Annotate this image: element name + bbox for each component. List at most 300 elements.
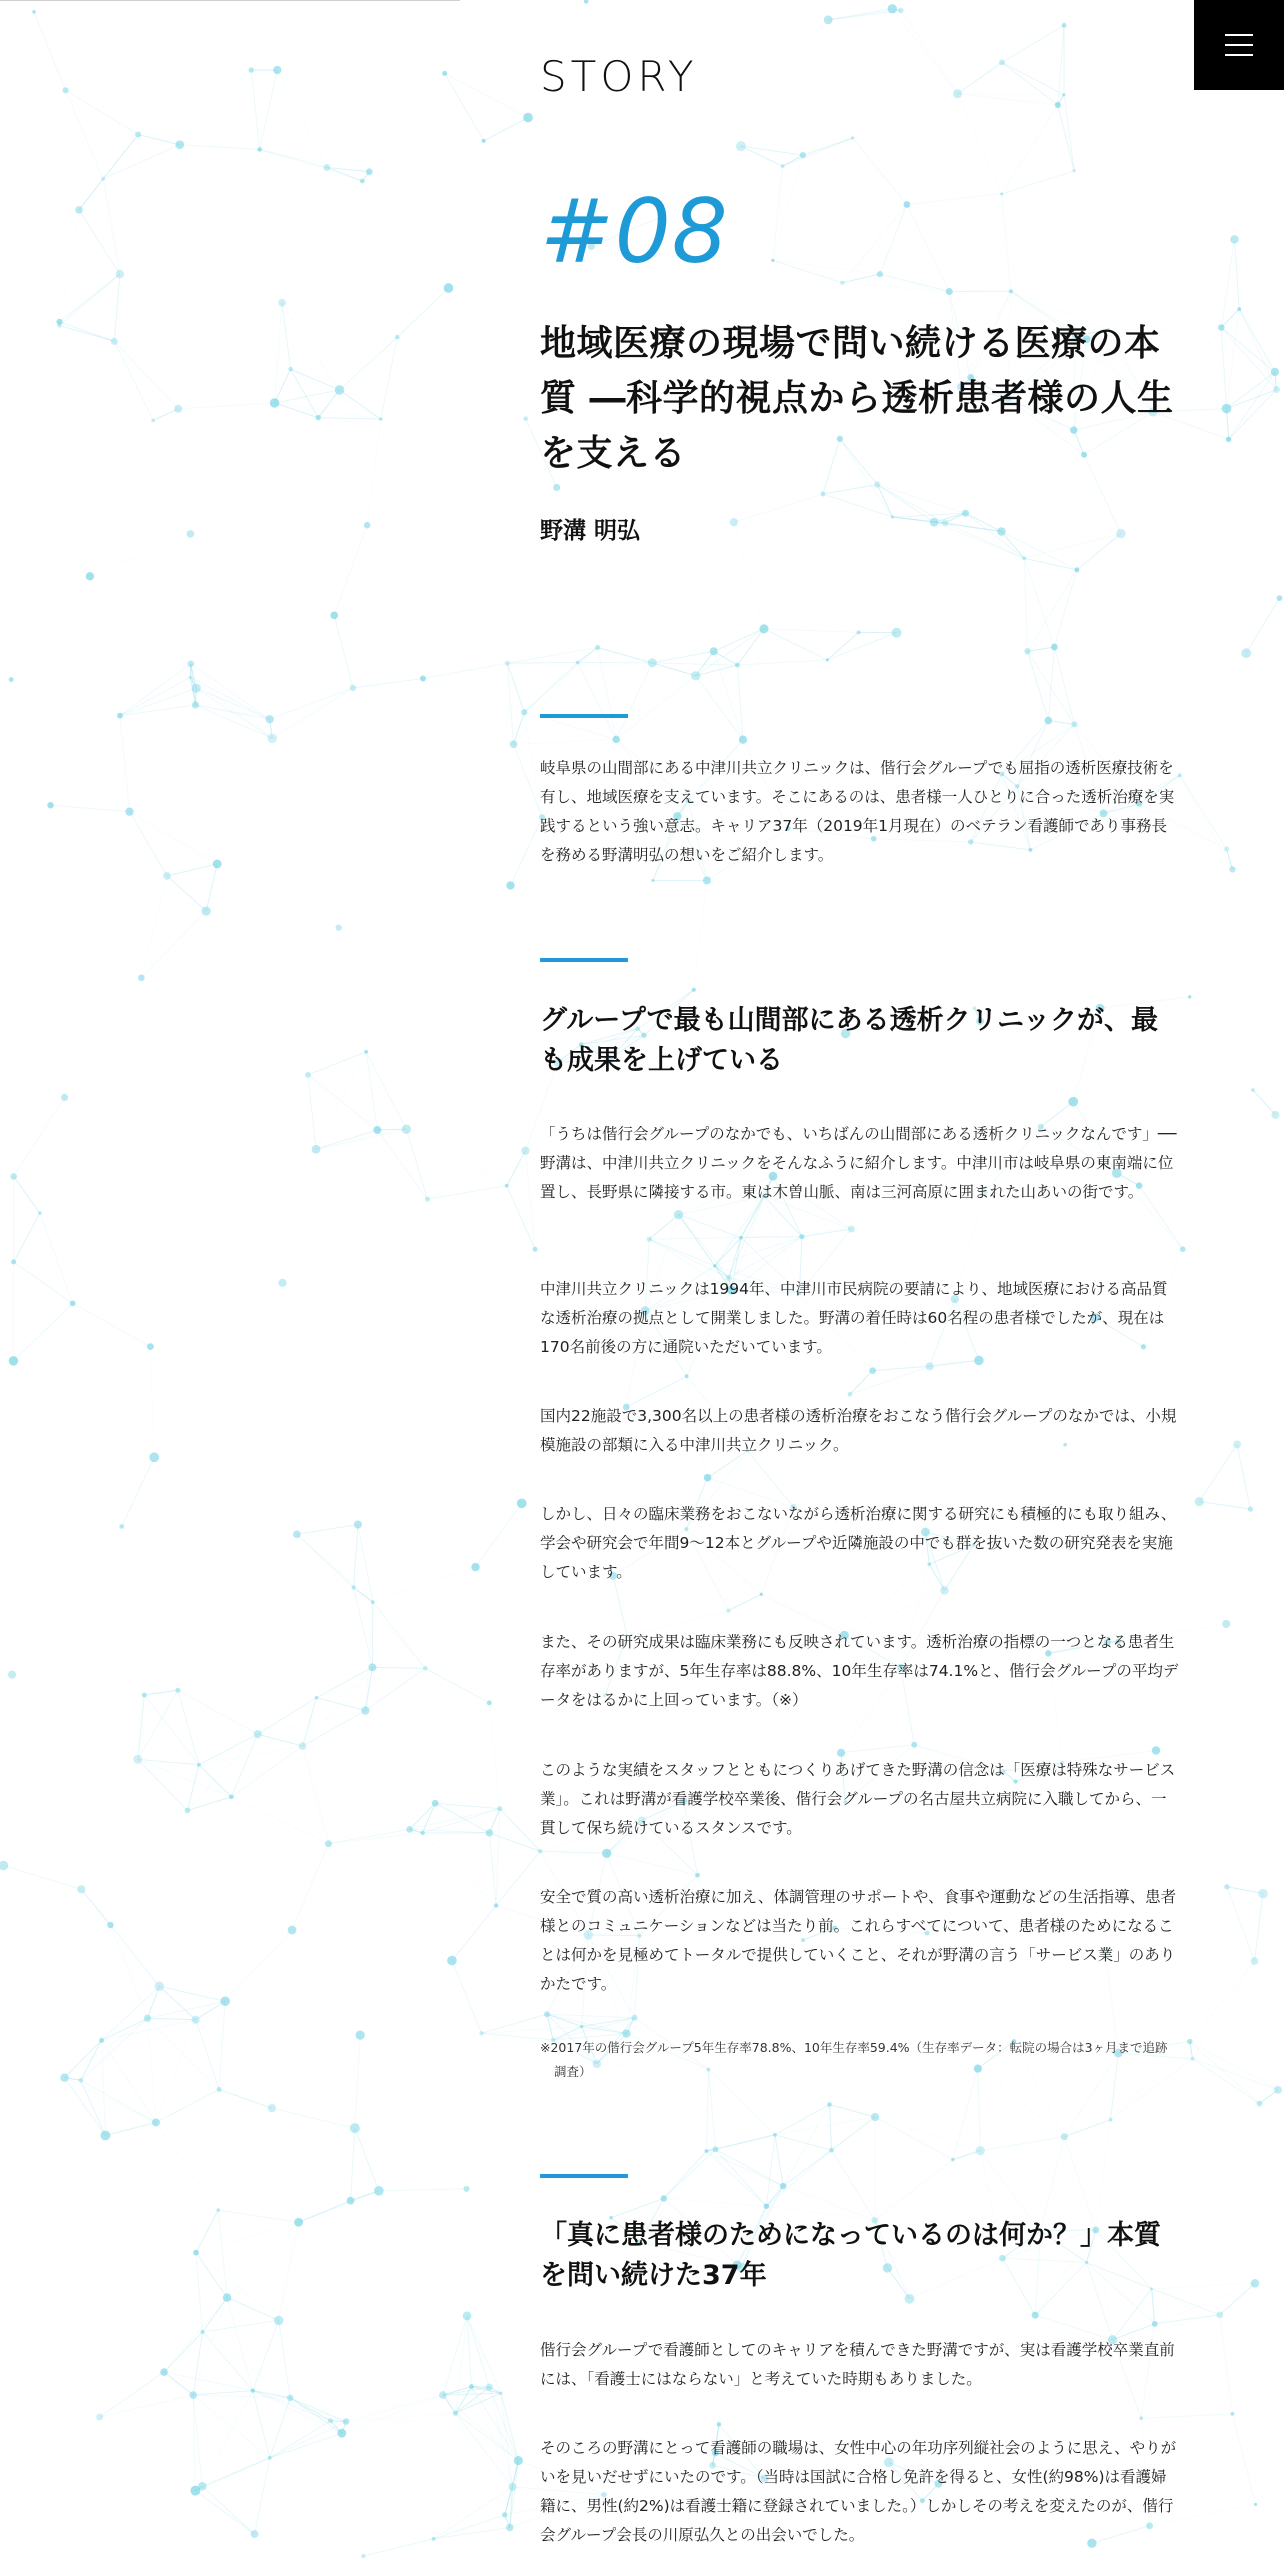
network-line bbox=[144, 1690, 178, 1695]
network-line bbox=[360, 1961, 452, 2036]
network-node bbox=[75, 206, 83, 214]
network-node bbox=[781, 164, 785, 168]
network-line bbox=[282, 303, 339, 390]
network-line bbox=[1024, 558, 1054, 647]
network-line bbox=[507, 1186, 535, 1250]
network-node bbox=[871, 2113, 879, 2121]
network-node bbox=[366, 168, 373, 175]
network-line bbox=[11, 680, 120, 716]
network-node bbox=[330, 611, 338, 619]
network-line bbox=[1227, 1887, 1263, 1894]
network-node bbox=[8, 1671, 16, 1679]
network-line bbox=[373, 1567, 476, 1602]
network-node bbox=[523, 113, 533, 123]
network-line bbox=[130, 812, 218, 864]
network-line bbox=[14, 1262, 73, 1303]
network-line bbox=[308, 1075, 316, 1149]
network-line bbox=[156, 2020, 196, 2123]
network-node bbox=[892, 628, 902, 638]
network-node bbox=[197, 1763, 201, 1767]
network-line bbox=[607, 1853, 698, 1875]
network-line bbox=[195, 2391, 252, 2491]
network-line bbox=[260, 149, 363, 181]
network-line bbox=[193, 2391, 253, 2395]
network-line bbox=[178, 1690, 258, 1734]
network-node bbox=[86, 572, 94, 580]
network-line bbox=[823, 494, 934, 522]
network-line bbox=[178, 1690, 199, 1765]
network-line bbox=[1246, 598, 1279, 653]
network-line bbox=[766, 2104, 829, 2206]
network-line bbox=[455, 2316, 467, 2413]
network-line bbox=[716, 2149, 832, 2150]
network-line bbox=[130, 812, 167, 876]
network-line bbox=[664, 2151, 707, 2198]
network-node bbox=[356, 2030, 365, 2039]
network-line bbox=[270, 2433, 342, 2458]
network-line bbox=[482, 2026, 582, 2033]
network-node bbox=[487, 1700, 492, 1705]
network-line bbox=[203, 2332, 291, 2398]
network-line bbox=[65, 2078, 106, 2136]
network-node bbox=[395, 335, 399, 339]
network-node bbox=[739, 736, 747, 744]
network-line bbox=[260, 149, 370, 171]
network-node bbox=[1062, 93, 1065, 96]
network-line bbox=[496, 1809, 500, 1906]
network-line bbox=[507, 647, 597, 663]
network-node bbox=[163, 872, 171, 880]
network-line bbox=[828, 9, 892, 20]
author-name: 野溝 明弘 bbox=[540, 518, 641, 544]
network-node bbox=[278, 299, 286, 307]
network-node bbox=[1274, 2086, 1282, 2094]
network-line bbox=[355, 2128, 379, 2191]
network-line bbox=[616, 676, 696, 740]
network-node bbox=[1233, 1440, 1241, 1448]
network-line bbox=[578, 663, 617, 740]
network-line bbox=[714, 629, 764, 651]
network-node bbox=[946, 288, 953, 295]
network-node bbox=[953, 89, 962, 98]
network-line bbox=[773, 155, 803, 260]
network-line bbox=[957, 62, 1001, 93]
network-node bbox=[951, 2158, 954, 2161]
network-line bbox=[737, 665, 743, 740]
network-line bbox=[467, 2316, 501, 2393]
network-line bbox=[316, 1587, 353, 1697]
network-node bbox=[463, 2186, 469, 2192]
network-line bbox=[14, 1097, 65, 1176]
network-node bbox=[517, 1498, 527, 1508]
network-line bbox=[253, 2391, 346, 2422]
network-line bbox=[167, 864, 217, 876]
network-line bbox=[1190, 997, 1253, 1090]
network-line bbox=[773, 166, 783, 260]
network-node bbox=[133, 1755, 142, 1764]
story-title: 地域医療の現場で問い続ける医療の本質 ―科学的視点から透析患者様の人生を支える bbox=[540, 323, 1174, 474]
network-node bbox=[111, 338, 118, 345]
network-line bbox=[706, 2151, 783, 2186]
network-line bbox=[1054, 570, 1077, 647]
network-line bbox=[875, 2160, 953, 2221]
network-line bbox=[435, 1803, 540, 1851]
network-line bbox=[227, 2298, 253, 2391]
network-node bbox=[506, 2524, 513, 2531]
network-line bbox=[144, 1695, 199, 1765]
network-node bbox=[962, 510, 969, 517]
network-line bbox=[452, 1961, 482, 2034]
network-node bbox=[773, 2133, 777, 2137]
network-line bbox=[1227, 309, 1240, 409]
network-line bbox=[120, 705, 195, 716]
network-line bbox=[365, 1711, 435, 1804]
network-node bbox=[499, 2392, 502, 2395]
network-node bbox=[661, 2195, 667, 2201]
network-node bbox=[119, 1524, 124, 1529]
network-node bbox=[999, 59, 1005, 65]
body-paragraph: 安全で質の高い透析治療に加え、体調管理のサポートや、食事や運動などの生活指導、患者様とのコミュニケーションなどは当たり前。これらすべてについて、患者様のためになることは何かを見極めてトータルで提供していくこと、それが野溝の言う「サービス業」のありかたです。 bbox=[540, 1888, 1177, 1993]
network-node bbox=[829, 2148, 834, 2153]
network-line bbox=[507, 663, 524, 712]
network-line bbox=[103, 179, 120, 274]
network-line bbox=[1190, 2041, 1260, 2103]
network-node bbox=[267, 734, 277, 744]
network-line bbox=[1229, 390, 1277, 440]
network-node bbox=[1152, 2321, 1158, 2327]
network-node bbox=[294, 2218, 303, 2227]
network-node bbox=[1271, 368, 1279, 376]
network-node bbox=[1062, 23, 1067, 28]
hamburger-menu-icon-bar bbox=[1225, 54, 1253, 56]
network-node bbox=[287, 2395, 293, 2401]
network-line bbox=[102, 2040, 106, 2135]
network-line bbox=[547, 2014, 582, 2026]
network-node bbox=[726, 1608, 731, 1613]
network-line bbox=[227, 2222, 299, 2297]
network-line bbox=[850, 1366, 930, 1394]
network-node bbox=[447, 1956, 457, 1966]
network-line bbox=[953, 2137, 1065, 2160]
network-line bbox=[340, 390, 381, 419]
network-line bbox=[316, 1052, 366, 1149]
network-node bbox=[1000, 192, 1003, 195]
network-line bbox=[1002, 105, 1058, 194]
network-line bbox=[290, 2398, 346, 2422]
network-node bbox=[373, 1126, 381, 1134]
network-node bbox=[1032, 2312, 1039, 2319]
network-line bbox=[1048, 647, 1054, 721]
network-node bbox=[32, 10, 35, 13]
network-line bbox=[452, 1906, 496, 1961]
network-line bbox=[410, 1829, 496, 1905]
network-line bbox=[616, 663, 652, 740]
network-node bbox=[521, 709, 527, 715]
network-line bbox=[351, 2128, 355, 2201]
network-line bbox=[138, 135, 180, 145]
network-line bbox=[716, 2135, 775, 2150]
network-node bbox=[926, 1362, 934, 1370]
network-line bbox=[303, 1667, 373, 1746]
network-node bbox=[371, 1600, 375, 1604]
network-node bbox=[1216, 2311, 1223, 2318]
network-line bbox=[510, 2461, 519, 2528]
network-line bbox=[1035, 2315, 1155, 2324]
network-node bbox=[735, 663, 740, 668]
network-line bbox=[832, 2150, 875, 2220]
network-node bbox=[270, 398, 279, 407]
network-node bbox=[692, 988, 696, 992]
network-node bbox=[502, 2512, 508, 2518]
network-line bbox=[199, 1746, 303, 1765]
network-node bbox=[759, 624, 768, 633]
network-node bbox=[800, 152, 806, 158]
network-node bbox=[730, 518, 738, 526]
network-node bbox=[337, 2429, 346, 2438]
network-node bbox=[482, 139, 486, 143]
network-line bbox=[423, 1833, 541, 1851]
network-node bbox=[494, 1903, 498, 1907]
network-line bbox=[397, 288, 448, 337]
network-node bbox=[155, 1982, 164, 1991]
network-line bbox=[1227, 372, 1275, 409]
network-line bbox=[65, 2078, 156, 2123]
network-line bbox=[122, 1457, 154, 1526]
network-node bbox=[379, 417, 382, 420]
network-node bbox=[432, 2537, 436, 2541]
network-line bbox=[1001, 532, 1024, 559]
network-line bbox=[193, 2332, 202, 2395]
network-line bbox=[877, 485, 965, 514]
network-line bbox=[3, 1865, 81, 1889]
network-node bbox=[142, 1693, 147, 1698]
network-line bbox=[353, 679, 423, 688]
network-line bbox=[652, 663, 737, 665]
network-line bbox=[980, 2137, 1064, 2151]
network-line bbox=[66, 90, 139, 134]
network-line bbox=[803, 138, 853, 155]
network-line bbox=[141, 911, 206, 978]
network-line bbox=[434, 2487, 513, 2539]
network-node bbox=[713, 1264, 716, 1267]
network-line bbox=[59, 326, 114, 342]
network-line bbox=[275, 390, 340, 403]
network-line bbox=[159, 1986, 219, 2089]
network-line bbox=[1221, 327, 1276, 389]
network-node bbox=[1152, 1746, 1160, 1754]
network-node bbox=[1258, 1889, 1268, 1899]
network-line bbox=[734, 522, 764, 629]
network-line bbox=[153, 420, 190, 533]
network-node bbox=[824, 15, 833, 24]
network-line bbox=[51, 805, 130, 811]
network-line bbox=[435, 1703, 489, 1803]
network-line bbox=[496, 1851, 540, 1905]
network-line bbox=[764, 629, 827, 660]
network-node bbox=[595, 645, 600, 650]
network-node bbox=[293, 1530, 301, 1538]
network-line bbox=[1234, 239, 1239, 309]
network-node bbox=[1231, 2412, 1235, 2416]
network-line bbox=[1239, 309, 1275, 372]
network-node bbox=[328, 2418, 333, 2423]
network-node bbox=[125, 808, 133, 816]
network-line bbox=[255, 2458, 270, 2534]
network-line bbox=[51, 716, 120, 806]
network-line bbox=[316, 1130, 377, 1149]
network-node bbox=[351, 1585, 355, 1589]
network-line bbox=[514, 744, 543, 817]
network-line bbox=[907, 205, 949, 292]
network-line bbox=[443, 2395, 518, 2461]
network-node bbox=[273, 66, 281, 74]
network-node bbox=[1191, 2057, 1195, 2061]
network-line bbox=[716, 2149, 767, 2206]
network-node bbox=[315, 415, 320, 420]
network-line bbox=[148, 2018, 196, 2019]
network-node bbox=[101, 177, 105, 181]
network-line bbox=[114, 274, 120, 341]
network-line bbox=[316, 1668, 425, 1697]
network-line bbox=[1255, 1894, 1264, 1961]
network-line bbox=[664, 2149, 716, 2198]
network-line bbox=[102, 2040, 156, 2122]
network-node bbox=[248, 67, 253, 72]
network-line bbox=[535, 1239, 649, 1249]
network-node bbox=[251, 2389, 255, 2393]
network-node bbox=[1195, 1497, 1204, 1506]
network-line bbox=[1193, 2059, 1260, 2104]
network-node bbox=[631, 2015, 637, 2021]
network-node bbox=[705, 2149, 709, 2153]
network-node bbox=[486, 1829, 493, 1836]
network-node bbox=[96, 2414, 103, 2421]
network-line bbox=[1027, 647, 1054, 651]
network-line bbox=[365, 1602, 373, 1710]
network-line bbox=[829, 2104, 831, 2150]
network-node bbox=[1229, 866, 1235, 872]
network-line bbox=[342, 2395, 443, 2433]
network-line bbox=[1064, 2120, 1110, 2137]
network-line bbox=[187, 1734, 257, 1810]
network-node bbox=[266, 715, 274, 723]
network-node bbox=[185, 1808, 191, 1814]
network-node bbox=[402, 1124, 411, 1133]
network-line bbox=[423, 663, 507, 678]
network-line bbox=[231, 1797, 328, 1844]
menu-button[interactable] bbox=[1194, 0, 1284, 90]
network-node bbox=[1074, 567, 1079, 572]
network-line bbox=[190, 677, 269, 719]
network-line bbox=[1064, 95, 1074, 171]
network-node bbox=[151, 419, 155, 423]
network-line bbox=[1232, 2414, 1255, 2505]
network-node bbox=[1109, 2118, 1113, 2122]
network-line bbox=[949, 194, 1001, 292]
network-node bbox=[521, 1147, 529, 1155]
network-node bbox=[1226, 437, 1232, 443]
network-line bbox=[803, 155, 907, 204]
network-node bbox=[217, 2087, 222, 2092]
network-node bbox=[1061, 2133, 1068, 2140]
network-node bbox=[799, 1234, 804, 1239]
network-line bbox=[148, 2018, 156, 2122]
network-line bbox=[334, 525, 367, 615]
network-node bbox=[192, 684, 201, 693]
network-node bbox=[580, 2025, 584, 2029]
network-node bbox=[780, 2183, 787, 2190]
network-node bbox=[827, 2102, 831, 2106]
network-node bbox=[1180, 1246, 1186, 1252]
network-node bbox=[1224, 846, 1229, 851]
network-line bbox=[1001, 532, 1076, 570]
accent-rule bbox=[540, 958, 628, 962]
network-node bbox=[324, 164, 331, 171]
network-line bbox=[120, 716, 130, 812]
network-line bbox=[279, 2222, 299, 2320]
network-line bbox=[120, 664, 191, 716]
network-line bbox=[892, 517, 896, 633]
network-node bbox=[420, 1831, 425, 1836]
network-node bbox=[848, 1225, 855, 1232]
network-line bbox=[649, 1239, 728, 1278]
network-node bbox=[479, 2031, 483, 2035]
network-line bbox=[60, 322, 115, 342]
network-node bbox=[1241, 648, 1251, 658]
network-line bbox=[427, 1199, 535, 1249]
network-line bbox=[842, 205, 907, 283]
network-line bbox=[195, 705, 269, 719]
network-node bbox=[1044, 717, 1052, 725]
network-node bbox=[364, 522, 370, 528]
network-node bbox=[201, 2330, 205, 2334]
network-line bbox=[196, 2253, 227, 2298]
network-line bbox=[1190, 1961, 1255, 2041]
network-line bbox=[191, 664, 272, 739]
network-line bbox=[196, 2210, 218, 2253]
network-node bbox=[406, 1826, 413, 1833]
network-line bbox=[318, 418, 367, 526]
network-line bbox=[455, 2413, 504, 2515]
network-node bbox=[869, 1367, 876, 1374]
network-node bbox=[497, 1806, 502, 1811]
network-line bbox=[1096, 2120, 1111, 2230]
network-line bbox=[598, 647, 653, 662]
network-line bbox=[330, 2395, 442, 2421]
network-node bbox=[1248, 1506, 1253, 1511]
network-node bbox=[144, 2015, 151, 2022]
network-node bbox=[439, 2391, 447, 2399]
network-node bbox=[1055, 102, 1061, 108]
network-node bbox=[1257, 2101, 1263, 2107]
network-node bbox=[710, 647, 718, 655]
network-line bbox=[734, 494, 823, 522]
network-node bbox=[942, 520, 949, 527]
network-line bbox=[934, 522, 1024, 558]
network-line bbox=[425, 1567, 475, 1668]
network-line bbox=[880, 205, 907, 275]
network-node bbox=[1188, 995, 1191, 998]
network-node bbox=[63, 87, 69, 93]
body-paragraph: 偕行会グループで看護師としてのキャリアを積んできた野溝ですが、実は看護学校卒業直前には、「看護士にはならない」と考えていた時期もありました。 bbox=[540, 2341, 1175, 2388]
network-line bbox=[102, 1986, 160, 2040]
network-line bbox=[59, 274, 120, 325]
network-line bbox=[598, 647, 617, 739]
network-node bbox=[576, 661, 580, 665]
network-line bbox=[81, 2018, 148, 2080]
network-line bbox=[829, 2104, 875, 2117]
network-line bbox=[406, 1129, 506, 1185]
